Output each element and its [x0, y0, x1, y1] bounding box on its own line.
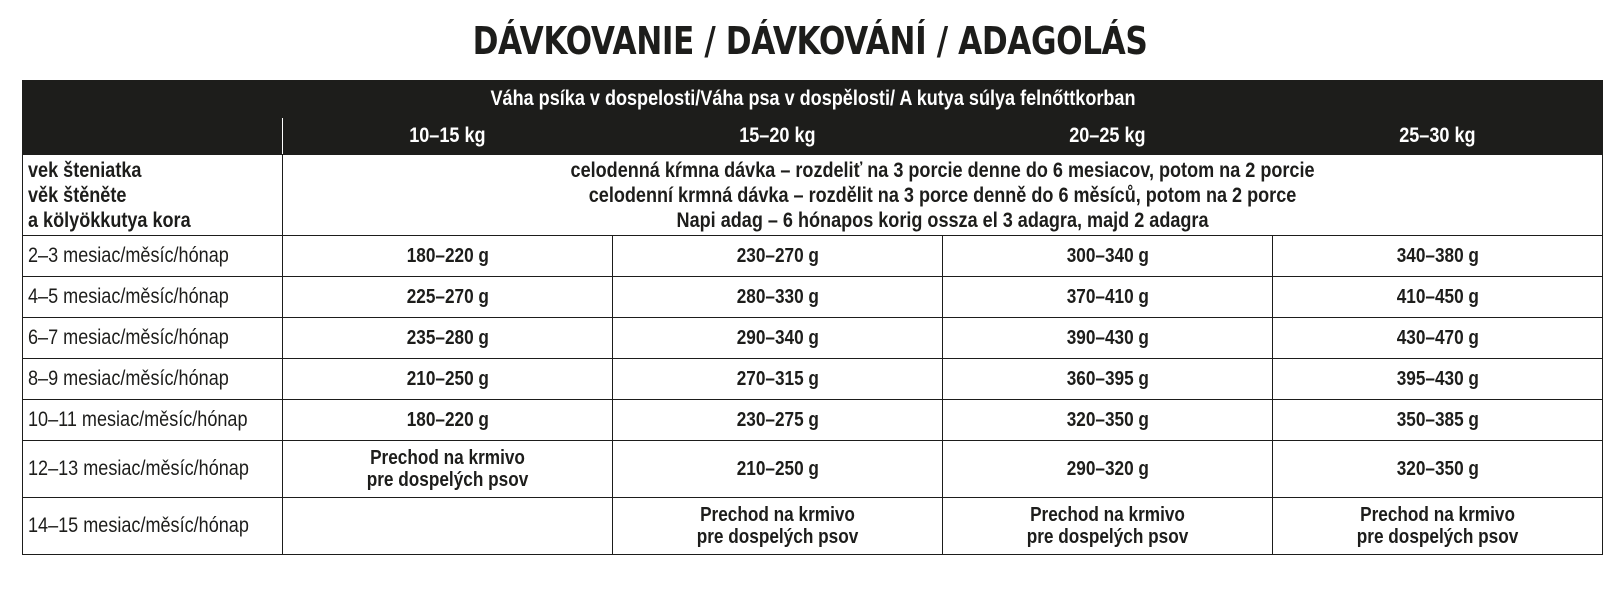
weight-column-header: 10–15 kg	[283, 118, 613, 155]
age-cell: 8–9 mesiac/měsíc/hónap	[23, 359, 283, 400]
dose-cell: 360–395 g	[943, 359, 1273, 400]
dose-cell: 320–350 g	[1273, 441, 1603, 498]
dose-cell: 270–315 g	[613, 359, 943, 400]
dose-cell: 340–380 g	[1273, 236, 1603, 277]
transition-note: Prechod na krmivo	[370, 447, 525, 469]
dose-cell	[283, 441, 613, 498]
age-cell: 4–5 mesiac/měsíc/hónap	[23, 277, 283, 318]
table-row	[23, 441, 1603, 498]
weight-column-header: 20–25 kg	[943, 118, 1273, 155]
instruction-line: celodenní krmná dávka – rozdělit na 3 porce denně do 6 měsíců, potom na 2 porce	[588, 183, 1297, 207]
transition-note: pre dospelých psov	[696, 526, 859, 548]
dose-cell: 395–430 g	[1273, 359, 1603, 400]
dose-cell: 225–270 g	[283, 277, 613, 318]
instruction-cell	[283, 155, 1603, 236]
instruction-line: Napi adag – 6 hónapos korig ossza el 3 adagra, majd 2 adagra	[676, 208, 1209, 232]
dose-cell	[943, 498, 1273, 555]
dose-cell: 370–410 g	[943, 277, 1273, 318]
dose-cell: 180–220 g	[283, 400, 613, 441]
age-cell: 6–7 mesiac/měsíc/hónap	[23, 318, 283, 359]
dose-cell: 430–470 g	[1273, 318, 1603, 359]
age-cell: 10–11 mesiac/měsíc/hónap	[23, 400, 283, 441]
dose-cell: 350–385 g	[1273, 400, 1603, 441]
dose-cell	[613, 498, 943, 555]
weight-column-header: 25–30 kg	[1273, 118, 1603, 155]
dosage-table	[22, 80, 1603, 555]
dose-cell: 280–330 g	[613, 277, 943, 318]
table-row	[23, 318, 1603, 359]
dose-cell: 180–220 g	[283, 236, 613, 277]
weight-header-cell	[23, 81, 1603, 118]
dose-cell: 235–280 g	[283, 318, 613, 359]
age-cell: 12–13 mesiac/měsíc/hónap	[23, 441, 283, 498]
dose-cell: 230–270 g	[613, 236, 943, 277]
age-label-cell	[23, 155, 283, 236]
transition-note: pre dospelých psov	[1356, 526, 1519, 548]
dose-cell: 290–320 g	[943, 441, 1273, 498]
transition-note: Prechod na krmivo	[1360, 504, 1515, 526]
dose-cell: 410–450 g	[1273, 277, 1603, 318]
table-row	[23, 498, 1603, 555]
age-label-line: a kölyökkutya kora	[28, 208, 191, 232]
instruction-line: celodenná kŕmna dávka – rozdeliť na 3 porcie denne do 6 mesiacov, potom na 2 porcie	[570, 158, 1315, 182]
weight-header-row	[23, 81, 1603, 118]
table-row	[23, 236, 1603, 277]
transition-note: Prechod na krmivo	[700, 504, 855, 526]
transition-note: pre dospelých psov	[366, 469, 529, 491]
dose-cell-empty	[283, 498, 613, 555]
dose-cell: 390–430 g	[943, 318, 1273, 359]
dose-cell	[1273, 498, 1603, 555]
weight-header-label: Váha psíka v dospelosti/Váha psa v dospělosti/ A kutya súlya felnőttkorban	[490, 87, 1136, 110]
dose-cell: 210–250 g	[613, 441, 943, 498]
transition-note: Prechod na krmivo	[1030, 504, 1185, 526]
age-cell: 14–15 mesiac/měsíc/hónap	[23, 498, 283, 555]
weight-column-header: 15–20 kg	[613, 118, 943, 155]
dose-cell: 230–275 g	[613, 400, 943, 441]
dose-cell: 300–340 g	[943, 236, 1273, 277]
age-label-line: věk štěněte	[28, 183, 127, 207]
transition-note: pre dospelých psov	[1026, 526, 1189, 548]
table-row	[23, 277, 1603, 318]
dose-cell: 210–250 g	[283, 359, 613, 400]
weight-columns-blank	[23, 118, 283, 155]
table-row	[23, 359, 1603, 400]
weight-columns-row	[23, 118, 1603, 155]
table-row	[23, 400, 1603, 441]
age-cell: 2–3 mesiac/měsíc/hónap	[23, 236, 283, 277]
dose-cell: 290–340 g	[613, 318, 943, 359]
page-title: DÁVKOVANIE / DÁVKOVÁNÍ / ADAGOLÁS	[472, 19, 1148, 63]
age-label-line: vek šteniatka	[28, 158, 142, 182]
dose-cell: 320–350 g	[943, 400, 1273, 441]
instruction-row	[23, 155, 1603, 236]
